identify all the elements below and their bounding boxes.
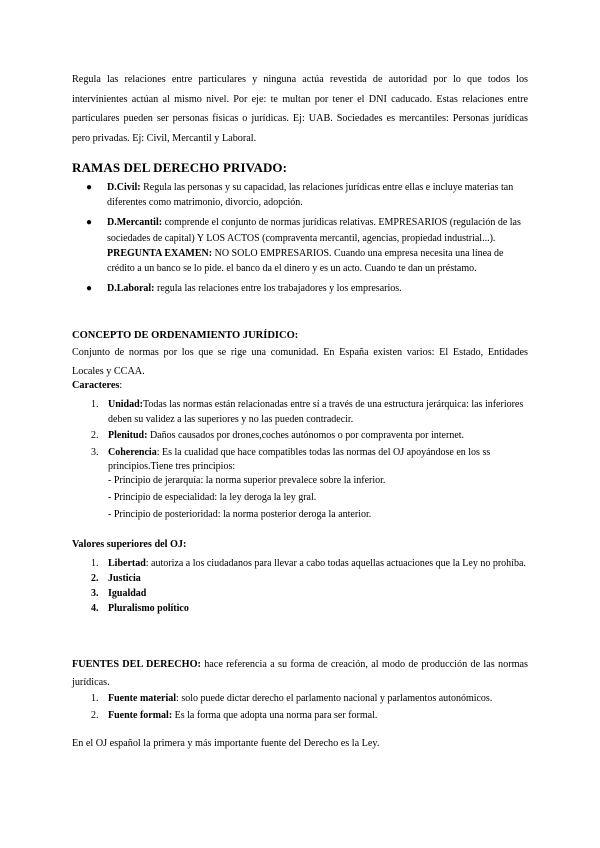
list-item (72, 709, 530, 724)
caracteres-list (72, 398, 530, 475)
list-item (72, 281, 530, 296)
item-text: Es la forma que adopta una norma para ser formal. (172, 709, 378, 721)
item-number: 3. (91, 588, 99, 599)
principio-item: - Principio de posterioridad: la norma posterior deroga la anterior. (108, 509, 372, 520)
item-label: Justicia (108, 573, 141, 584)
ramas-heading: RAMAS DEL DERECHO PRIVADO: (72, 160, 288, 175)
intro-paragraph: Regula las relaciones entre particulares y ninguna actúa revestida de autoridad por lo que todos los intervinientes actúan al mismo nivel. Por eje: te multan por tener el DNI caducado. Estas relaciones entre particulares pueden ser personas físicas o jurídicas. Ej: UAB. Sociedades es mercantiles: Personas jurídicas pero privadas. Ej: Civil, Mercantil y Laboral. (72, 74, 528, 144)
bullet-icon: ● (86, 182, 93, 193)
item-label: Fuente material (108, 693, 177, 704)
list-item (72, 429, 530, 444)
list-item (72, 572, 530, 587)
list-item (72, 602, 530, 617)
item-label-exam: PREGUNTA EXAMEN: (107, 247, 213, 259)
fuentes-label: FUENTES DEL DERECHO: (72, 659, 201, 670)
list-item (72, 398, 530, 427)
valores-list (72, 557, 530, 617)
item-number: 2. (91, 573, 99, 584)
item-text: : Es la cualidad que hace compatibles todas las normas del OJ apoyándose en los ss principios.Tiene tres principios: (108, 446, 491, 472)
item-text: Todas las normas están relacionadas entre sí a través de una estructura jerárquica: las inferiores deben su validez a las superiores y no las pueden contradecir. (108, 399, 524, 425)
item-number: 4. (91, 603, 99, 614)
list-item (72, 215, 530, 276)
item-text: : solo puede dictar derecho el parlamento nacional y parlamentos autonómicos. (176, 693, 493, 704)
fuentes-list (72, 692, 530, 723)
item-text: Regula las personas y su capacidad, las relaciones jurídicas entre ellas e incluye materias tan diferentes como matrimonio, divorcio, adopción. (107, 182, 514, 209)
fuentes-text: hace referencia a su forma de creación, al modo de producción de las normas jurídicas. (72, 659, 529, 688)
list-item (72, 180, 530, 210)
item-label: Plenitud: (108, 430, 148, 441)
concepto-heading: CONCEPTO DE ORDENAMIENTO JURÍDICO: (72, 330, 299, 341)
item-label: D.Mercantil: (107, 217, 163, 229)
valores-heading: Valores superiores del OJ: (72, 539, 187, 550)
item-text: comprende el conjunto de normas jurídicas relativas. EMPRESARIOS (regulación de las sociedades de capital) Y LOS ACTOS (compraventa mercantil, agencias, propiedad industrial...). (107, 217, 521, 244)
item-text: : autoriza a los ciudadanos para llevar a cabo todas aquellas actuaciones que la Ley no prohíba. (145, 558, 526, 569)
principio-item: - Principio de especialidad: la ley deroga la ley gral. (108, 492, 317, 503)
item-label: D.Civil: (107, 182, 141, 193)
bullet-icon: ● (86, 283, 93, 295)
item-number: 2. (91, 709, 99, 721)
item-number: 1. (91, 558, 99, 569)
item-label: Pluralismo político (108, 603, 189, 614)
item-number: 1. (91, 693, 99, 704)
list-item (72, 692, 530, 707)
item-number: 2. (91, 430, 99, 441)
final-paragraph: En el OJ español la primera y más importante fuente del Derecho es la Ley. (72, 738, 380, 749)
item-number: 3. (91, 446, 99, 458)
item-number: 1. (91, 399, 99, 410)
item-text: regula las relaciones entre los trabajadores y los empresarios. (154, 283, 402, 295)
item-label: Fuente formal: (108, 709, 173, 721)
item-label: Unidad: (108, 399, 144, 410)
item-label: D.Laboral: (107, 283, 155, 295)
principio-item: - Principio de jerarquía: la norma superior prevalece sobre la inferior. (108, 475, 386, 486)
item-label: Libertad (108, 558, 146, 569)
caracteres-label: Caracteres: (72, 380, 123, 391)
item-label: Igualdad (108, 588, 147, 599)
list-item (72, 587, 530, 602)
item-text: Daños causados por drones,coches autónomos o por compraventa por internet. (147, 430, 465, 441)
ramas-list (72, 180, 530, 296)
item-label: Coherencia (108, 446, 157, 458)
fuentes-paragraph (72, 656, 528, 692)
bullet-icon: ● (86, 217, 93, 229)
list-item (72, 557, 530, 572)
concepto-paragraph: Conjunto de normas por los que se rige una comunidad. En España existen varios: El Estado, Entidades Locales y CCAA. (72, 347, 528, 377)
item-text-exam: NO SOLO EMPRESARIOS. Cuando una empresa necesita una línea de crédito a un banco se lo pide. el banco da el dinero y es un acto. Cuando te dan un préstamo. (107, 247, 504, 275)
list-item (72, 446, 530, 475)
